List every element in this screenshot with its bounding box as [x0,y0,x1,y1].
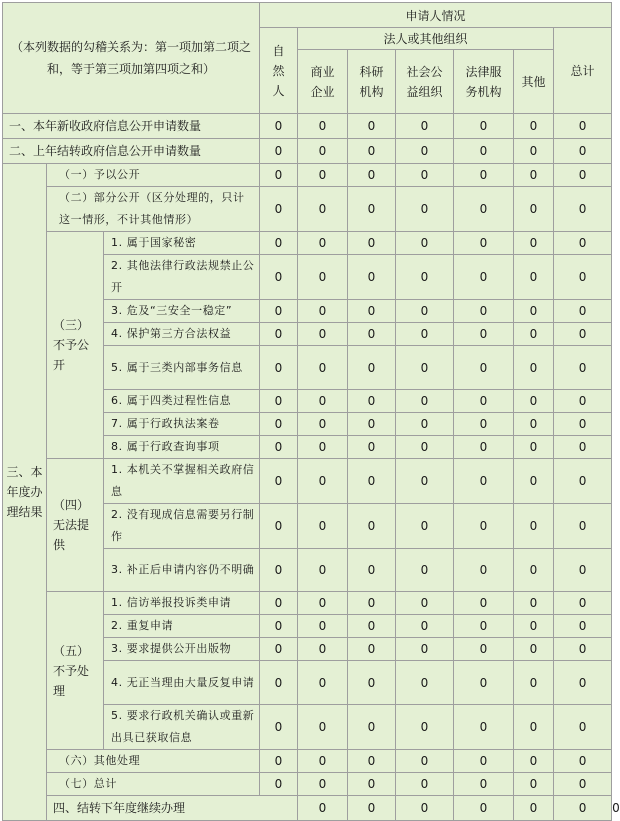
cell-value: 0 [554,300,612,323]
cell-value: 0 [298,139,348,164]
cell-value: 0 [348,796,396,821]
col-other: 其他 [514,50,554,114]
cell-value: 0 [554,139,612,164]
cell-value: 0 [514,232,554,255]
cell-value: 0 [396,390,454,413]
row-label: 8. 属于行政查询事项 [104,436,260,459]
cell-value: 0 [514,413,554,436]
cell-value: 0 [298,796,348,821]
cell-value: 0 [260,459,298,504]
row-label: 5. 属于三类内部事务信息 [104,346,260,390]
cell-value: 0 [454,796,514,821]
cell-value: 0 [554,346,612,390]
cell-value: 0 [348,661,396,705]
row-label: 3. 要求提供公开出版物 [104,638,260,661]
cell-value: 0 [554,615,612,638]
cell-value: 0 [260,773,298,796]
cell-value: 0 [514,114,554,139]
cell-value: 0 [454,323,514,346]
row-label: （六）其他处理 [47,750,260,773]
cell-value: 0 [454,139,514,164]
row-label: 1. 属于国家秘密 [104,232,260,255]
cell-value: 0 [554,796,612,821]
cell-value: 0 [514,773,554,796]
row-carry-forward: 四、结转下年度继续办理 0 0 0 0 0 0 0 [3,796,612,821]
cell-value: 0 [454,615,514,638]
row-label: 2. 重复申请 [104,615,260,638]
cell-value: 0 [514,796,554,821]
cell-value: 0 [396,796,454,821]
cell-value: 0 [514,323,554,346]
cell-value: 0 [514,549,554,592]
cell-value: 0 [298,346,348,390]
cell-value: 0 [514,390,554,413]
cell-value: 0 [298,459,348,504]
cell-value: 0 [454,232,514,255]
row-not-processed-1 [3,592,612,615]
row-label: 3. 补正后申请内容仍不明确 [104,549,260,592]
cell-value: 0 [396,504,454,549]
row-unavailable-1 [3,459,612,504]
cell-value: 0 [514,638,554,661]
cell-value: 0 [298,232,348,255]
cell-value: 0 [514,459,554,504]
cell-value: 0 [454,255,514,300]
cell-value: 0 [554,187,612,232]
group-withheld-label: （三）不予公开 [47,232,104,459]
cell-value: 0 [396,592,454,615]
cell-value: 0 [348,255,396,300]
cell-value: 0 [260,187,298,232]
cell-value: 0 [396,300,454,323]
row-label: 二、上年结转政府信息公开申请数量 [3,139,260,164]
cell-value: 0 [260,436,298,459]
cell-value: 0 [454,300,514,323]
cell-value: 0 [298,436,348,459]
row-label: （七）总计 [47,773,260,796]
cell-value: 0 [454,346,514,390]
cell-value: 0 [554,705,612,750]
cell-value: 0 [454,504,514,549]
cell-value: 0 [260,615,298,638]
cell-value: 0 [514,661,554,705]
col-research: 科研机构 [348,50,396,114]
row-label: 2. 没有现成信息需要另行制作 [104,504,260,549]
cell-value: 0 [396,773,454,796]
cell-value: 0 [348,436,396,459]
row-new-applications [3,114,612,139]
row-label: 4. 保护第三方合法权益 [104,323,260,346]
info-disclosure-table [2,2,620,821]
row-label: 5. 要求行政机关确认或重新出具已获取信息 [104,705,260,750]
row-carried-over [3,139,612,164]
cell-value: 0 [298,300,348,323]
cell-value: 0 [298,592,348,615]
cell-value: 0 [348,638,396,661]
row-section3-total [3,773,612,796]
cell-value: 0 [348,187,396,232]
applicant-info-header: 申请人情况 [260,3,612,28]
cell-value: 0 [554,114,612,139]
cell-value: 0 [554,592,612,615]
cell-value: 0 [514,139,554,164]
cell-value: 0 [348,164,396,187]
cell-value: 0 [396,346,454,390]
cell-value: 0 [554,638,612,661]
cell-value: 0 [298,549,348,592]
cell-value: 0 [454,436,514,459]
cell-value: 0 [454,661,514,705]
cell-value: 0 [348,300,396,323]
cell-value: 0 [554,750,612,773]
cell-value: 0 [454,114,514,139]
row-withheld-1 [3,232,612,255]
col-total: 总计 [554,28,612,114]
cell-value: 0 [396,705,454,750]
cell-value: 0 [348,232,396,255]
cell-value: 0 [260,232,298,255]
row-label: 4. 无正当理由大量反复申请 [104,661,260,705]
cell-value: 0 [298,323,348,346]
cell-value: 0 [454,705,514,750]
cell-value: 0 [454,549,514,592]
cell-value: 0 [396,436,454,459]
cell-value: 0 [260,114,298,139]
cell-value: 0 [348,413,396,436]
cell-value: 0 [514,504,554,549]
cell-value: 0 [396,232,454,255]
cell-value: 0 [260,504,298,549]
cell-value: 0 [348,615,396,638]
cell-value: 0 [396,187,454,232]
cell-value: 0 [298,705,348,750]
cell-value: 0 [396,255,454,300]
row-label: （一）予以公开 [47,164,260,187]
cell-value: 0 [514,346,554,390]
cell-value: 0 [260,300,298,323]
cell-value: 0 [396,114,454,139]
cell-value: 0 [554,549,612,592]
row-label: （二）部分公开（区分处理的，只计这一情形，不计其他情形） [47,187,260,232]
cell-value: 0 [514,705,554,750]
cell-value: 0 [298,661,348,705]
cell-value: 0 [554,459,612,504]
col-public-welfare: 社会公益组织 [396,50,454,114]
cell-value: 0 [260,346,298,390]
cell-value: 0 [514,750,554,773]
cell-value: 0 [554,661,612,705]
cell-value: 0 [454,164,514,187]
cell-value: 0 [514,255,554,300]
cell-value: 0 [260,139,298,164]
col-business: 商业企业 [298,50,348,114]
row-label: 四、结转下年度继续办理 [47,796,298,821]
row-partially-disclosed [3,187,612,232]
cell-value: 0 [298,390,348,413]
cell-value: 0 [514,300,554,323]
cell-value: 0 [260,390,298,413]
cell-value: 0 [396,750,454,773]
row-label: 1. 信访举报投诉类申请 [104,592,260,615]
cell-value: 0 [260,661,298,705]
cell-value: 0 [514,615,554,638]
cell-value: 0 [348,504,396,549]
header-row-1 [3,3,612,28]
cell-value: 0 [260,705,298,750]
cell-value: 0 [514,592,554,615]
cell-value: 0 [514,164,554,187]
cell-value: 0 [298,114,348,139]
row-label: 6. 属于四类过程性信息 [104,390,260,413]
group-not-processed-label: （五）不予处理 [47,592,104,750]
cell-value: 0 [454,773,514,796]
cell-value: 0 [554,232,612,255]
cell-value: 0 [348,705,396,750]
cell-value: 0 [348,323,396,346]
cell-value: 0 [348,549,396,592]
section3-label: 三、本年度办理结果 [3,164,47,821]
cell-value: 0 [348,139,396,164]
cell-value: 0 [554,436,612,459]
group-unavailable-label: （四）无法提供 [47,459,104,592]
cell-value: 0 [298,413,348,436]
cell-value: 0 [260,750,298,773]
cell-value: 0 [260,255,298,300]
cell-value: 0 [260,323,298,346]
cell-value: 0 [260,638,298,661]
row-label: 3. 危及“三安全一稳定” [104,300,260,323]
cell-value: 0 [260,164,298,187]
cell-value: 0 [348,390,396,413]
cell-value: 0 [298,615,348,638]
cell-value: 0 [396,413,454,436]
row-label: 1. 本机关不掌握相关政府信息 [104,459,260,504]
cell-value: 0 [454,638,514,661]
cell-value: 0 [298,773,348,796]
row-label: 7. 属于行政执法案卷 [104,413,260,436]
cell-value: 0 [454,390,514,413]
cell-value: 0 [454,187,514,232]
cell-value: 0 [260,549,298,592]
cell-value: 0 [396,139,454,164]
cell-value: 0 [514,187,554,232]
cell-value: 0 [554,390,612,413]
cell-value: 0 [298,255,348,300]
cell-value: 0 [260,592,298,615]
cell-value: 0 [348,459,396,504]
cell-value: 0 [298,187,348,232]
cell-value: 0 [554,164,612,187]
cell-value: 0 [348,114,396,139]
cell-value: 0 [348,592,396,615]
cell-value: 0 [554,323,612,346]
cell-value: 0 [554,413,612,436]
cell-value: 0 [396,323,454,346]
row-label: 一、本年新收政府信息公开申请数量 [3,114,260,139]
col-legal-service: 法律服务机构 [454,50,514,114]
cell-value: 0 [454,413,514,436]
row-other-handling [3,750,612,773]
cell-value: 0 [454,750,514,773]
cell-value: 0 [396,615,454,638]
relationship-note: （本列数据的勾稽关系为：第一项加第二项之和，等于第三项加第四项之和） [3,3,260,114]
legal-org-header: 法人或其他组织 [298,28,554,50]
row-disclosed [3,164,612,187]
cell-value: 0 [454,459,514,504]
cell-value: 0 [396,164,454,187]
cell-value: 0 [554,255,612,300]
cell-value: 0 [348,773,396,796]
cell-value: 0 [396,549,454,592]
cell-value: 0 [298,504,348,549]
cell-value: 0 [348,346,396,390]
cell-value: 0 [396,638,454,661]
cell-value: 0 [514,436,554,459]
cell-value: 0 [454,592,514,615]
cell-value: 0 [298,638,348,661]
cell-value: 0 [298,750,348,773]
cell-value: 0 [298,164,348,187]
cell-value: 0 [396,459,454,504]
row-label: 2. 其他法律行政法规禁止公开 [104,255,260,300]
cell-value: 0 [554,504,612,549]
cell-value: 0 [260,413,298,436]
col-natural-person: 自然人 [260,28,298,114]
cell-value: 0 [348,750,396,773]
cell-value: 0 [396,661,454,705]
cell-value: 0 [554,773,612,796]
